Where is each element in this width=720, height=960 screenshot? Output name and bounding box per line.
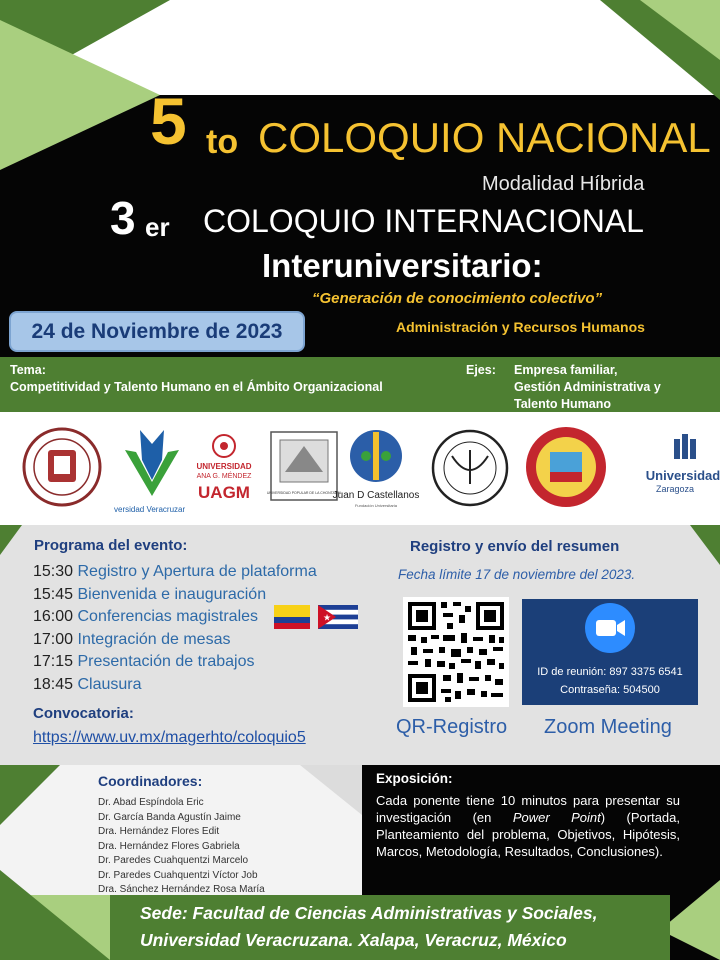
zoom-pass: Contraseña: 504500 <box>560 684 660 696</box>
zaragoza-text1: Universidad <box>645 468 720 483</box>
uagm-logo-icon <box>213 435 235 457</box>
modality-label: Modalidad Híbrida <box>482 173 645 195</box>
exposicion-heading: Exposición: <box>376 771 453 786</box>
zoom-label: Zoom Meeting <box>544 716 672 738</box>
zaragoza-text2: Zaragoza <box>656 484 695 494</box>
flags <box>274 605 360 629</box>
eje-item: Empresa familiar, <box>514 363 618 377</box>
sede-line1: Sede: Facultad de Ciencias Administrativas y Sociales, <box>140 903 598 923</box>
program-desc: Presentación de trabajos <box>77 653 255 670</box>
program-time: 17:15 <box>33 653 74 670</box>
registro-deadline: Fecha límite 17 de noviembre del 2023. <box>398 567 636 582</box>
zoom-id: ID de reunión: 897 3375 6541 <box>537 666 683 678</box>
program-item <box>33 631 317 654</box>
exposicion-text <box>376 792 680 860</box>
chontalpa-logo-icon <box>271 432 337 500</box>
qr-label: QR-Registro <box>396 716 508 738</box>
program-item <box>33 676 317 699</box>
uagm-mid: ANA G. MÉNDEZ <box>196 473 252 480</box>
qr-code-icon[interactable] <box>403 597 509 707</box>
eje-item: Talento Humano <box>514 397 611 411</box>
convocatoria-label: Convocatoria: <box>33 705 134 722</box>
program-desc: Integración de mesas <box>77 630 231 648</box>
juan-castellanos-logo-icon <box>350 430 402 482</box>
national-number-suffix: to <box>206 123 239 161</box>
program-time: 16:00 <box>33 608 74 625</box>
program-desc: Clausura <box>77 675 142 693</box>
convocatoria-link[interactable]: https://www.uv.mx/magerhto/coloquio5 <box>33 729 306 746</box>
program-desc: Registro y Apertura de plataforma <box>77 563 317 580</box>
juan-sub: Fundación Universitaria <box>354 503 398 508</box>
exposicion-text-em: Power Point <box>512 810 601 825</box>
program-desc: Bienvenida e inauguración <box>77 585 267 603</box>
area-label: Administración y Recursos Humanos <box>396 319 645 335</box>
coordinator-name: Dra. Sánchez Hernández Rosa María <box>98 884 265 895</box>
program-time: 15:30 <box>33 563 74 580</box>
zaragoza-logo-icon <box>674 434 696 459</box>
coordinator-name: Dra. Hernández Flores Gabriela <box>98 840 240 852</box>
program-heading: Programa del evento: <box>34 537 188 554</box>
program-item <box>33 653 317 676</box>
coordinator-name: Dr. García Banda Agustín Jaime <box>98 811 241 823</box>
intl-number-suffix: er <box>145 212 170 242</box>
slogan: “Generación de conocimiento colectivo” <box>312 290 603 307</box>
coordinator-name: Dra. Hernández Flores Edit <box>98 826 220 837</box>
logos-art <box>0 412 720 525</box>
registro-heading: Registro y envío del resumen <box>410 538 620 555</box>
tlaxcala-seal-icon <box>24 429 100 505</box>
coordinator-name: Dr. Paredes Cuahquentzi Víctor Job <box>98 869 258 881</box>
tema-text: Competitividad y Talento Humano en el Ámbito Organizacional <box>10 380 383 394</box>
chontalpa-text: UNIVERSIDAD POPULAR DE LA CHONTALPA <box>266 491 342 495</box>
uagm-big: UAGM <box>198 483 250 502</box>
zoom-camera-icon <box>584 602 636 654</box>
event-date: 24 de Noviembre de 2023 <box>9 311 305 352</box>
sede-line2: Universidad Veracruzana. Xalapa, Veracruz, México <box>140 930 567 950</box>
program-time: 17:00 <box>33 630 74 648</box>
juan-text: Juan D Castellanos <box>332 490 420 501</box>
interuni-title: Interuniversitario: <box>262 247 543 284</box>
svg-text:★: ★ <box>323 613 332 624</box>
ejes-label: Ejes: <box>466 363 496 377</box>
uv-logo-icon <box>125 430 179 496</box>
tamaulipas-seal-icon <box>433 431 507 505</box>
program-desc: Conferencias magistrales <box>77 608 259 625</box>
national-number: 5 <box>150 84 187 158</box>
program-list <box>33 563 317 698</box>
colombia-flag-icon <box>274 605 310 629</box>
intl-title: COLOQUIO INTERNACIONAL <box>203 203 644 239</box>
coordinator-name: Dr. Paredes Cuahquentzi Marcelo <box>98 855 249 866</box>
program-time: 15:45 <box>33 585 74 603</box>
program-time: 18:45 <box>33 675 74 693</box>
cuba-flag-icon <box>318 605 358 629</box>
coordinator-name: Dr. Abad Espíndola Eric <box>98 797 204 808</box>
exposicion-text-b: ) (Portada, Planteamiento del problema, Objetivos, Hipótesis, Marcos, Metodología, Resultados, Conclusiones). <box>376 810 680 859</box>
coordinators-heading: Coordinadores: <box>98 773 203 789</box>
uv-text: versidad Veracruzar <box>114 505 186 514</box>
eje-item: Gestión Administrativa y <box>514 380 661 394</box>
sonora-seal-icon <box>526 427 606 507</box>
tema-label: Tema: <box>10 363 46 377</box>
exposicion-text-a: Cada ponente tiene 10 minutos para presentar su investigación (en <box>376 793 680 825</box>
program-item <box>33 563 317 586</box>
national-title: COLOQUIO NACIONAL <box>258 114 711 161</box>
uagm-top: UNIVERSIDAD <box>196 462 252 471</box>
intl-number: 3 <box>110 192 136 244</box>
